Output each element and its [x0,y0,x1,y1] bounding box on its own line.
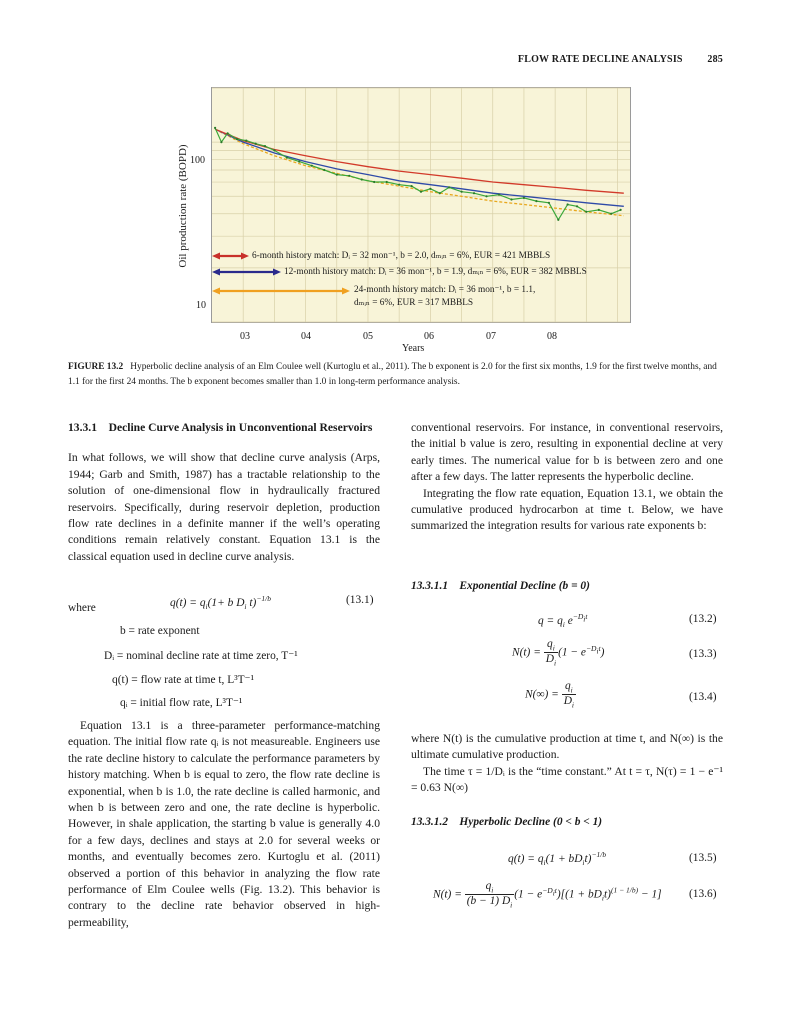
history-point [323,169,325,171]
history-point [336,174,338,176]
history-point [411,185,413,187]
equation-13-6: N(t) = $\frac{q_i}{(b - 1) D_i}$ $(1 - e^{-D_it})[(1 + bD_it)^{(1 - 1/b)} - 1]$ [433,880,662,910]
right-paragraph-2: Integrating the flow rate equation, Equation 13.1, we obtain the cumulative produced hydrocarbon at time t. Below, we have summarized the integration results for various rate exponents b: [411,486,723,533]
legend-24-month-line2: dₘᵢₙ = 6%, EUR = 317 MBBLS [354,298,474,308]
equation-13-1-number: (13.1) [346,594,374,606]
arrow-24-month-head-right [342,288,350,295]
arrow-6-month-head-left [212,253,220,260]
history-point [220,141,222,143]
history-point [286,157,288,159]
series-line-0 [215,128,620,220]
chart-lines [214,127,624,221]
arrow-12-month-head-left [212,269,220,276]
x-tick-label-07: 07 [486,331,496,342]
history-point [348,175,350,177]
left-paragraph-2: Equation 13.1 is a three-parameter performance-matching equation. The initial flow rate qᵢ is not measureable. Engineers use the rate decline history to calculate the performance parameters by history matching. When b is equal to zero, the flow rate decline is exponential, when b is 1.0, the rate decline is called harmonic, and when b is between zero and one, the rate decline is hyperbolic. However, in shale application, the starting b value is generally 4.0 for a few days, declines and stays at 2.0 for several weeks or months, and eventually becomes zero. Kurtoglu et al. (2011) observed a portion of this behavior in analyzing the flow rate performance of Elm Coulee wells (Fig. 13.2). This behavior is contrary to the decline rate behavior observed in high-permeability, [68,719,380,929]
right-column-mid [411,731,723,797]
history-point [420,191,422,193]
history-point [255,143,257,145]
equation-13-4-number: (13.4) [689,691,717,703]
history-point [448,186,450,188]
subsection-13-3-1-1: 13.3.1.1 Exponential Decline (b = 0) [411,580,590,592]
definition-b: b = rate exponent [120,625,200,637]
history-point [473,192,475,194]
right-paragraph-3: where N(t) is the cumulative production at time t, and N(∞) is the ultimate cumulative production. [411,732,723,762]
definition-qi: qᵢ = initial flow rate, L³T⁻¹ [120,697,243,709]
x-axis-label: Years [402,343,425,354]
history-point [311,165,313,167]
figure-caption-text: Hyperbolic decline analysis of an Elm Coulee well (Kurtoglu et al., 2011). The b exponent is 2.0 for the first six months, 1.9 for the first twelve months, and 1.1 for the first 24 months. The b exponent becomes smaller than 1.0 in long-term performance analysis. [68,362,717,387]
history-point [227,132,229,134]
history-point [461,191,463,193]
y-tick-label-100: 100 [190,155,205,166]
equation-13-3-number: (13.3) [689,648,717,660]
figure-caption [68,360,723,390]
definition-Di: Dᵢ = nominal decline rate at time zero, T⁻¹ [104,650,298,662]
figure-label: FIGURE 13.2 [68,362,124,372]
right-paragraph-4: The time τ = 1/Dᵢ is the “time constant.” At t = τ, N(τ) = 1 − e⁻¹ = 0.63 N(∞) [411,764,723,795]
x-tick-label-06: 06 [424,331,434,342]
history-point [557,219,559,221]
x-tick-label-04: 04 [301,331,311,342]
history-point [535,200,537,202]
right-column-top [411,420,723,535]
running-title: FLOW RATE DECLINE ANALYSIS [517,54,683,65]
history-point [439,192,441,194]
left-paragraph-1: In what follows, we will show that decline curve analysis (Arps, 1944; Garb and Smith, 1987) has a tractable relationship to the solution of one-dimensional flow in hydraulically fractured reservoirs. Specifically, during reservoir depletion, production flow rate declines in a definite manner if the well’s operating conditions remain relatively constant. Equation 13.1 is the classical equation used in decline curve analysis. [68,451,380,563]
history-point [373,181,375,183]
history-point [361,178,363,180]
history-point [485,195,487,197]
history-point [498,194,500,196]
history-point [523,197,525,199]
equation-13-6-number: (13.6) [689,888,717,900]
page-number: 285 [707,54,723,65]
history-point [585,211,587,213]
history-point [598,209,600,211]
legend-24-month: 24-month history match: Dᵢ = 36 mon⁻¹, b = 1.1, [354,285,536,295]
history-point [214,127,216,129]
arrow-6-month-head-right [241,253,249,260]
history-point [548,202,550,204]
equation-13-2: $q = q_i$ $e^{-D_it}$ [538,612,588,630]
history-point [429,188,431,190]
x-tick-label-05: 05 [363,331,373,342]
history-point [567,203,569,205]
history-point [510,198,512,200]
left-column-top [68,420,380,565]
history-point [264,145,266,147]
y-tick-label-10: 10 [196,300,206,311]
section-heading-13-3-1: 13.3.1 Decline Curve Analysis in Unconventional Reservoirs [68,421,373,434]
equation-13-4: N(∞) = $\frac{q_i}{D_i}$ [525,680,575,710]
y-axis-label: Oil production rate (BOPD) [177,144,189,268]
arrow-24-month-head-left [212,288,220,295]
equation-13-3: N(t) = $\frac{q_i}{D_i}$ $(1 - e^{-D_it})$ [512,638,605,668]
history-point [245,140,247,142]
history-point [620,209,622,211]
equation-13-5-number: (13.5) [689,852,717,864]
history-point [576,205,578,207]
history-point [298,161,300,163]
history-point [273,149,275,151]
history-point [236,138,238,140]
right-paragraph-1: conventional reservoirs. For instance, in conventional reservoirs, the initial b value is zero, resulting in exponential decline at very early times. The numerical value for b is between zero and one after a few days. The latter represents the hyperbolic decline. [411,421,723,484]
history-point [610,213,612,215]
x-tick-label-03: 03 [240,331,250,342]
history-point [398,184,400,186]
equation-13-2-number: (13.2) [689,613,717,625]
equation-13-5: $q(t) = q_i(1 + bD_it)^{-1/b}$ [508,850,607,868]
arrow-12-month-head-right [273,269,281,276]
where-label: where [68,602,96,614]
x-tick-label-08: 08 [547,331,557,342]
definition-qt: q(t) = flow rate at time t, L³T⁻¹ [112,674,254,686]
series-line-2 [215,129,624,206]
y-axis-label-wrap [168,120,198,300]
equation-13-1: $q(t) = q_i(1+ b$ $D_i$ t)$^{-1/b}$ [170,594,271,612]
history-point [386,181,388,183]
legend-12-month: 12-month history match: Dᵢ = 36 mon⁻¹, b = 1.9, dₘᵢₙ = 6%, EUR = 382 MBBLS [284,267,587,277]
legend-6-month: 6-month history match: Dᵢ = 32 mon⁻¹, b = 2.0, dₘᵢₙ = 6%, EUR = 421 MBBLS [252,251,551,261]
subsection-13-3-1-2: 13.3.1.2 Hyperbolic Decline (0 < b < 1) [411,816,603,828]
